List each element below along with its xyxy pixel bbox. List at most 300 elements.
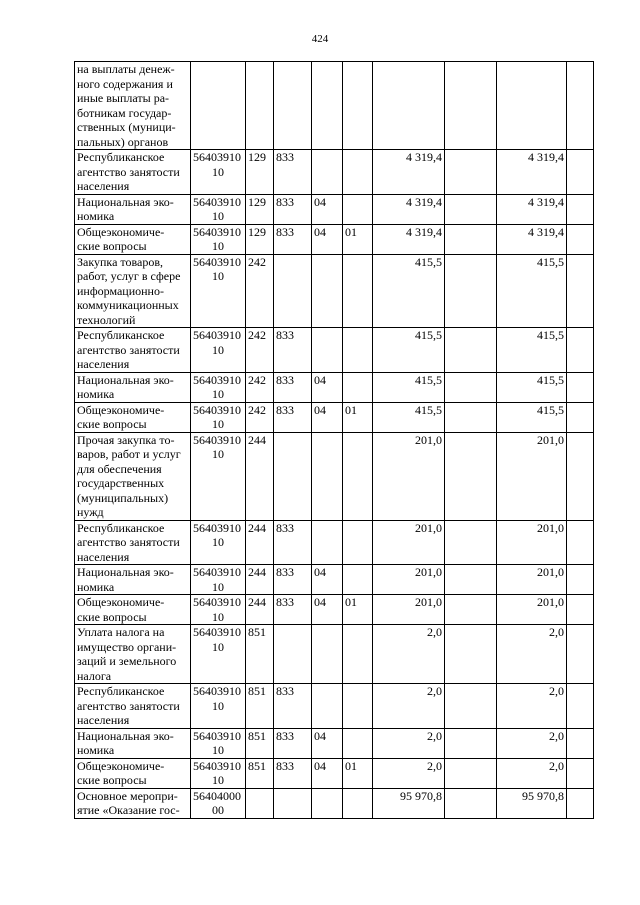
row-name: Республиканское агентство занятости населения [77, 520, 180, 564]
expense-type-code: 851 [248, 684, 266, 698]
row-name: Закупка товаров, работ, услуг в сфере информационно- коммуникационных технологий [77, 254, 181, 327]
row-section-cell [312, 565, 343, 595]
row-subsection-cell [343, 788, 373, 818]
amount: 415,5 [415, 254, 442, 269]
row-amount-3-cell [497, 728, 567, 758]
row-amount-cell [373, 758, 445, 788]
row-administrator-cell [274, 328, 312, 373]
row-amount-3-cell [497, 520, 567, 565]
expense-type-code: 242 [248, 372, 266, 387]
row-amount-4-cell [567, 254, 594, 328]
administrator-code: 833 [276, 150, 294, 164]
row-name: Национальная эко- номика [77, 728, 174, 757]
row-target-article-cell [191, 372, 246, 402]
row-administrator-cell [274, 565, 312, 595]
row-section-cell [312, 520, 343, 565]
administrator-code: 833 [276, 402, 294, 417]
row-amount-cell [373, 150, 445, 195]
target-article-code-suffix: 10 [212, 609, 224, 624]
row-amount-4-cell [567, 402, 594, 432]
row-amount-4-cell [567, 728, 594, 758]
row-target-article-cell [191, 254, 246, 328]
row-name: Уплата налога на имущество органи- заций и земельного налога [77, 625, 177, 683]
amount: 4 319,4 [406, 224, 442, 239]
subsection-code: 01 [345, 758, 357, 773]
row-amount-3-cell [497, 62, 567, 150]
table-row [75, 684, 594, 729]
row-section-cell [312, 728, 343, 758]
row-amount-2-cell [445, 788, 497, 818]
target-article-code-suffix: 10 [212, 639, 224, 654]
row-name: Национальная эко- номика [77, 194, 174, 223]
row-administrator-cell [274, 520, 312, 565]
row-expense-type-cell [246, 194, 274, 224]
row-target-article-cell [191, 194, 246, 224]
section-code: 04 [314, 758, 326, 773]
section-code: 04 [314, 372, 326, 387]
amount-3: 95 970,8 [522, 788, 564, 803]
row-amount-3-cell [497, 595, 567, 625]
amount-3: 415,5 [537, 254, 564, 269]
row-section-cell [312, 625, 343, 684]
target-article-code: 56403910 [193, 224, 241, 239]
row-expense-type-cell [246, 520, 274, 565]
row-name-cell [75, 254, 191, 328]
table-row [75, 520, 594, 565]
section-code: 04 [314, 224, 326, 239]
amount-3: 4 319,4 [528, 224, 564, 239]
row-amount-2-cell [445, 62, 497, 150]
row-name-cell [75, 372, 191, 402]
row-name: Республиканское агентство занятости населения [77, 684, 180, 727]
section-code: 04 [314, 565, 326, 579]
administrator-code: 833 [276, 595, 294, 609]
row-target-article-cell [191, 432, 246, 520]
subsection-code: 01 [345, 595, 357, 609]
row-name-cell [75, 565, 191, 595]
row-name-cell [75, 194, 191, 224]
row-amount-4-cell [567, 432, 594, 520]
row-amount-cell [373, 372, 445, 402]
amount-3: 201,0 [537, 432, 564, 447]
row-administrator-cell [274, 625, 312, 684]
row-name: Общеэкономиче- ские вопросы [77, 224, 165, 253]
row-amount-2-cell [445, 372, 497, 402]
row-expense-type-cell [246, 402, 274, 432]
row-amount-2-cell [445, 254, 497, 328]
row-amount-4-cell [567, 625, 594, 684]
expense-type-code: 129 [248, 194, 266, 209]
target-article-code-suffix: 10 [212, 417, 224, 431]
table-row [75, 194, 594, 224]
row-expense-type-cell [246, 684, 274, 729]
row-expense-type-cell [246, 62, 274, 150]
expense-type-code: 242 [248, 402, 266, 417]
row-name: Национальная эко- номика [77, 565, 174, 594]
row-amount-cell [373, 194, 445, 224]
row-amount-3-cell [497, 625, 567, 684]
table-row [75, 625, 594, 684]
target-article-code: 56403910 [193, 372, 241, 387]
row-amount-2-cell [445, 684, 497, 729]
row-administrator-cell [274, 224, 312, 254]
row-expense-type-cell [246, 625, 274, 684]
row-name-cell [75, 728, 191, 758]
row-section-cell [312, 62, 343, 150]
row-subsection-cell [343, 254, 373, 328]
row-section-cell [312, 372, 343, 402]
target-article-code-suffix: 10 [212, 342, 224, 357]
expense-type-code: 129 [248, 150, 266, 164]
target-article-code: 56404000 [193, 788, 241, 803]
amount-3: 201,0 [537, 565, 564, 579]
target-article-code: 56403910 [193, 402, 241, 417]
target-article-code: 56403910 [193, 625, 241, 639]
row-amount-cell [373, 224, 445, 254]
row-amount-3-cell [497, 565, 567, 595]
row-amount-4-cell [567, 684, 594, 729]
row-amount-2-cell [445, 402, 497, 432]
row-subsection-cell [343, 224, 373, 254]
row-amount-3-cell [497, 402, 567, 432]
amount-3: 4 319,4 [528, 150, 564, 164]
row-administrator-cell [274, 728, 312, 758]
row-expense-type-cell [246, 728, 274, 758]
row-subsection-cell [343, 402, 373, 432]
row-amount-cell [373, 254, 445, 328]
row-expense-type-cell [246, 565, 274, 595]
target-article-code-suffix: 10 [212, 239, 224, 253]
row-target-article-cell [191, 788, 246, 818]
row-amount-3-cell [497, 194, 567, 224]
row-amount-cell [373, 402, 445, 432]
table-row [75, 565, 594, 595]
row-name: Республиканское агентство занятости населения [77, 150, 180, 193]
amount: 201,0 [415, 520, 442, 535]
row-subsection-cell [343, 328, 373, 373]
table-row [75, 254, 594, 328]
administrator-code: 833 [276, 520, 294, 535]
target-article-code: 56403910 [193, 728, 241, 743]
table-body [75, 62, 594, 819]
row-amount-4-cell [567, 224, 594, 254]
administrator-code: 833 [276, 758, 294, 773]
row-amount-cell [373, 565, 445, 595]
amount-3: 2,0 [549, 758, 564, 773]
table-row [75, 328, 594, 373]
row-administrator-cell [274, 432, 312, 520]
row-section-cell [312, 432, 343, 520]
target-article-code-suffix: 10 [212, 579, 224, 594]
row-amount-cell [373, 432, 445, 520]
target-article-code: 56403910 [193, 758, 241, 773]
table-row [75, 224, 594, 254]
target-article-code-suffix: 10 [212, 447, 224, 461]
administrator-code: 833 [276, 372, 294, 387]
row-amount-4-cell [567, 565, 594, 595]
table-row [75, 728, 594, 758]
target-article-code-suffix: 10 [212, 387, 224, 401]
amount-3: 4 319,4 [528, 194, 564, 209]
row-amount-3-cell [497, 328, 567, 373]
amount: 201,0 [415, 595, 442, 609]
row-target-article-cell [191, 224, 246, 254]
row-expense-type-cell [246, 150, 274, 195]
row-amount-4-cell [567, 520, 594, 565]
row-name-cell [75, 684, 191, 729]
row-name-cell [75, 62, 191, 150]
amount-3: 201,0 [537, 520, 564, 535]
administrator-code: 833 [276, 194, 294, 209]
row-expense-type-cell [246, 788, 274, 818]
row-subsection-cell [343, 372, 373, 402]
expense-type-code: 242 [248, 328, 266, 342]
row-amount-3-cell [497, 224, 567, 254]
table-row [75, 402, 594, 432]
table-row [75, 62, 594, 150]
row-amount-cell [373, 788, 445, 818]
expense-type-code: 129 [248, 224, 266, 239]
row-expense-type-cell [246, 595, 274, 625]
row-subsection-cell [343, 194, 373, 224]
target-article-code-suffix: 10 [212, 209, 224, 223]
amount: 415,5 [415, 372, 442, 387]
row-amount-4-cell [567, 62, 594, 150]
amount: 201,0 [415, 565, 442, 579]
row-target-article-cell [191, 150, 246, 195]
row-name-cell [75, 402, 191, 432]
row-name: Национальная эко- номика [77, 372, 174, 401]
row-administrator-cell [274, 194, 312, 224]
budget-table [74, 61, 594, 819]
amount: 2,0 [427, 625, 442, 639]
row-amount-4-cell [567, 595, 594, 625]
row-amount-cell [373, 684, 445, 729]
row-target-article-cell [191, 520, 246, 565]
expense-type-code: 851 [248, 625, 266, 639]
amount: 2,0 [427, 684, 442, 698]
table-row [75, 150, 594, 195]
row-name-cell [75, 758, 191, 788]
administrator-code: 833 [276, 328, 294, 342]
row-name-cell [75, 328, 191, 373]
amount: 201,0 [415, 432, 442, 447]
expense-type-code: 851 [248, 758, 266, 773]
amount: 2,0 [427, 758, 442, 773]
row-section-cell [312, 788, 343, 818]
table-row [75, 432, 594, 520]
row-name: на выплаты денеж- ного содержания и иные выплаты ра- ботникам государ- ственных (муници- пальных) органов [77, 62, 176, 149]
target-article-code: 56403910 [193, 520, 241, 535]
section-code: 04 [314, 402, 326, 417]
table-row [75, 758, 594, 788]
administrator-code: 833 [276, 224, 294, 239]
target-article-code: 56403910 [193, 684, 241, 698]
row-name-cell [75, 520, 191, 565]
row-target-article-cell [191, 625, 246, 684]
row-administrator-cell [274, 254, 312, 328]
row-amount-3-cell [497, 254, 567, 328]
row-amount-4-cell [567, 194, 594, 224]
row-amount-3-cell [497, 788, 567, 818]
target-article-code-suffix: 10 [212, 269, 224, 283]
target-article-code: 56403910 [193, 595, 241, 609]
row-amount-4-cell [567, 758, 594, 788]
row-amount-cell [373, 520, 445, 565]
row-amount-3-cell [497, 758, 567, 788]
row-name-cell [75, 150, 191, 195]
row-target-article-cell [191, 758, 246, 788]
row-section-cell [312, 684, 343, 729]
row-section-cell [312, 194, 343, 224]
row-amount-2-cell [445, 565, 497, 595]
row-target-article-cell [191, 684, 246, 729]
row-administrator-cell [274, 684, 312, 729]
row-amount-4-cell [567, 372, 594, 402]
table-row [75, 372, 594, 402]
administrator-code: 833 [276, 728, 294, 743]
row-target-article-cell [191, 402, 246, 432]
expense-type-code: 242 [248, 254, 266, 269]
row-amount-2-cell [445, 595, 497, 625]
target-article-code: 56403910 [193, 194, 241, 209]
amount-3: 2,0 [549, 625, 564, 639]
row-target-article-cell [191, 62, 246, 150]
expense-type-code: 851 [248, 728, 266, 743]
target-article-code: 56403910 [193, 565, 241, 579]
row-name: Общеэкономиче- ские вопросы [77, 595, 165, 624]
row-amount-3-cell [497, 372, 567, 402]
subsection-code: 01 [345, 224, 357, 239]
row-subsection-cell [343, 625, 373, 684]
row-amount-2-cell [445, 328, 497, 373]
row-amount-2-cell [445, 150, 497, 195]
target-article-code-suffix: 10 [212, 164, 224, 179]
row-target-article-cell [191, 565, 246, 595]
row-expense-type-cell [246, 432, 274, 520]
target-article-code-suffix: 10 [212, 535, 224, 549]
row-amount-2-cell [445, 625, 497, 684]
target-article-code: 56403910 [193, 432, 241, 447]
amount: 415,5 [415, 328, 442, 342]
amount: 415,5 [415, 402, 442, 417]
target-article-code: 56403910 [193, 254, 241, 269]
row-subsection-cell [343, 432, 373, 520]
row-expense-type-cell [246, 224, 274, 254]
target-article-code-suffix: 00 [212, 803, 224, 817]
row-section-cell [312, 224, 343, 254]
row-amount-3-cell [497, 432, 567, 520]
row-section-cell [312, 328, 343, 373]
row-amount-4-cell [567, 150, 594, 195]
expense-type-code: 244 [248, 565, 266, 579]
row-subsection-cell [343, 520, 373, 565]
administrator-code: 833 [276, 684, 294, 698]
section-code: 04 [314, 595, 326, 609]
row-amount-3-cell [497, 150, 567, 195]
row-name: Общеэкономиче- ские вопросы [77, 758, 165, 787]
amount-3: 2,0 [549, 684, 564, 698]
row-amount-3-cell [497, 684, 567, 729]
table-row [75, 788, 594, 818]
row-amount-cell [373, 625, 445, 684]
row-amount-2-cell [445, 758, 497, 788]
row-amount-4-cell [567, 788, 594, 818]
row-subsection-cell [343, 595, 373, 625]
row-name-cell [75, 224, 191, 254]
amount-3: 201,0 [537, 595, 564, 609]
row-amount-cell [373, 728, 445, 758]
amount: 2,0 [427, 728, 442, 743]
expense-type-code: 244 [248, 595, 266, 609]
row-name: Общеэкономиче- ские вопросы [77, 402, 165, 431]
table-row [75, 595, 594, 625]
row-name: Прочая закупка то- варов, работ и услуг для обеспечения государственных (муниципальных) нужд [77, 432, 181, 519]
amount-3: 415,5 [537, 402, 564, 417]
row-administrator-cell [274, 150, 312, 195]
amount-3: 2,0 [549, 728, 564, 743]
row-expense-type-cell [246, 372, 274, 402]
row-name-cell [75, 788, 191, 818]
section-code: 04 [314, 728, 326, 743]
row-section-cell [312, 595, 343, 625]
row-name: Основное меропри- ятие «Оказание гос- [77, 788, 180, 817]
row-expense-type-cell [246, 254, 274, 328]
row-amount-2-cell [445, 432, 497, 520]
row-amount-4-cell [567, 328, 594, 373]
row-amount-2-cell [445, 728, 497, 758]
administrator-code: 833 [276, 565, 294, 579]
amount: 4 319,4 [406, 150, 442, 164]
row-target-article-cell [191, 728, 246, 758]
row-section-cell [312, 254, 343, 328]
row-name-cell [75, 595, 191, 625]
row-section-cell [312, 402, 343, 432]
row-subsection-cell [343, 565, 373, 595]
expense-type-code: 244 [248, 432, 266, 447]
row-subsection-cell [343, 150, 373, 195]
row-subsection-cell [343, 684, 373, 729]
row-target-article-cell [191, 595, 246, 625]
row-amount-2-cell [445, 520, 497, 565]
row-section-cell [312, 150, 343, 195]
row-administrator-cell [274, 402, 312, 432]
row-administrator-cell [274, 372, 312, 402]
amount-3: 415,5 [537, 372, 564, 387]
row-amount-cell [373, 328, 445, 373]
row-administrator-cell [274, 788, 312, 818]
row-administrator-cell [274, 595, 312, 625]
row-expense-type-cell [246, 758, 274, 788]
section-code: 04 [314, 194, 326, 209]
row-name-cell [75, 625, 191, 684]
amount: 95 970,8 [400, 788, 442, 803]
row-administrator-cell [274, 758, 312, 788]
row-administrator-cell [274, 62, 312, 150]
row-subsection-cell [343, 62, 373, 150]
row-amount-cell [373, 62, 445, 150]
row-amount-cell [373, 595, 445, 625]
page-number: 424 [311, 33, 329, 45]
row-subsection-cell [343, 728, 373, 758]
row-subsection-cell [343, 758, 373, 788]
row-amount-2-cell [445, 224, 497, 254]
amount-3: 415,5 [537, 328, 564, 342]
target-article-code-suffix: 10 [212, 698, 224, 713]
amount: 4 319,4 [406, 194, 442, 209]
expense-type-code: 244 [248, 520, 266, 535]
row-expense-type-cell [246, 328, 274, 373]
